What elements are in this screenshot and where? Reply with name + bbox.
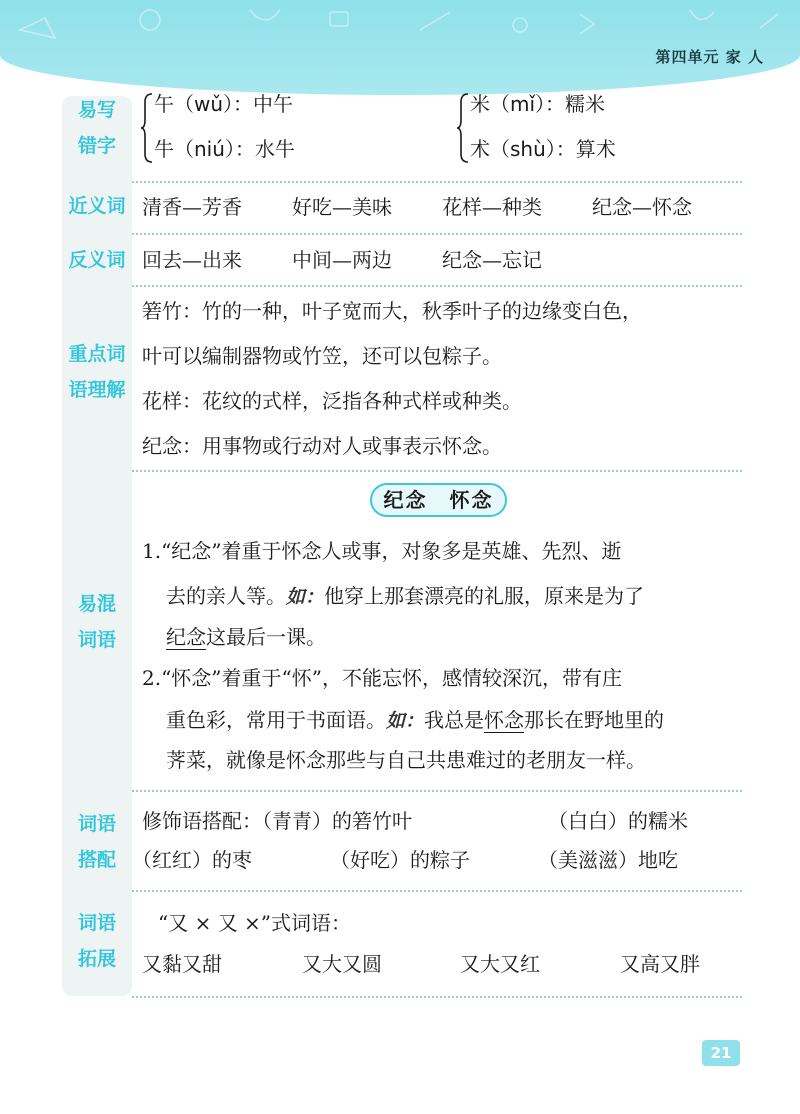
typo-char: 术 [470,137,490,161]
extension-item: 又大又红 [460,952,540,976]
synonym-pair: 清香—芳香 [142,195,242,219]
typo-pinyin: shù [510,137,546,161]
underlined-word: 怀念 [484,708,525,732]
explanation-line: 荠菜，就像是怀念那些与自己共患难过的老朋友一样。 [166,748,646,772]
explanation-text: 重色彩，常用于书面语。 [166,708,386,732]
category-label: 重点词 [68,343,126,365]
category-synonyms [62,188,132,224]
collocation-item: （好吃）的粽子 [330,848,470,872]
row-divider [132,996,742,998]
collocation-item: （美滋滋）地吃 [538,848,678,872]
typo-char: 米 [470,92,490,116]
example-sentence: 他穿上那套漂亮的礼服，原来是为了 [324,584,645,608]
extension-item: 又高又胖 [620,952,700,976]
category-confusing [62,586,132,658]
synonym-pair: 花样—种类 [442,195,542,219]
page-number: 21 [702,1040,740,1066]
typo-entry: 午（wǔ）：中午 [154,92,294,116]
category-antonyms [62,242,132,278]
category-collocation [62,806,132,878]
typo-char: 牛 [154,137,174,161]
collocation-entry [142,806,412,836]
collocation-item: （白白）的糯米 [548,809,688,833]
example-label: 如： [386,710,425,732]
antonym-pair: 纪念—忘记 [442,248,542,272]
category-typo [62,92,132,164]
collocation-label: 修饰语搭配： [142,809,262,833]
row-divider [132,181,742,183]
category-label: 词语 [77,629,116,651]
explanation-line: 1.“纪念”着重于怀念人或事，对象多是英雄、先烈、逝 [142,539,622,563]
extension-item: 又黏又甜 [142,952,222,976]
category-label: 搭配 [77,849,116,871]
synonym-pair: 好吃—美味 [292,195,392,219]
left-brace [140,92,154,164]
category-label: 拓展 [77,948,116,970]
definition-line: 花样：花纹的式样，泛指各种式样或种类。 [142,389,522,413]
typo-pinyin: niú [194,137,225,161]
category-label: 易混 [77,593,116,615]
synonym-pair: 纪念—怀念 [592,195,692,219]
typo-entry: 米（mǐ）：糯米 [470,92,606,116]
explanation-line [166,581,644,612]
typo-entry: 术（shù）：算术 [470,137,616,161]
example-sentence: 这最后一课。 [206,625,326,649]
row-divider [132,890,742,892]
category-label: 反义词 [68,249,126,271]
category-label: 易写 [77,99,116,121]
category-key-words [62,336,132,408]
category-extension [62,905,132,977]
category-label: 词语 [77,912,116,934]
definition-line: 箬竹：竹的一种，叶子宽而大，秋季叶子的边缘变白色， [142,299,642,323]
typo-word: 中午 [253,92,294,116]
antonym-pair: 回去—出来 [142,248,242,272]
category-label: 词语 [77,813,116,835]
unit-title: 第四单元 家 人 [655,48,764,66]
typo-entry: 牛（niú）：水牛 [154,137,295,161]
explanation-line [166,705,664,736]
explanation-line: 2.“怀念”着重于“怀”，不能忘怀，感情较深沉，带有庄 [142,666,622,690]
example-label: 如： [286,586,325,608]
category-label: 错字 [77,135,116,157]
typo-char: 午 [154,92,174,116]
extension-label: “又 × 又 ×”式词语： [158,911,352,935]
row-divider [132,285,742,287]
typo-word: 算术 [575,137,616,161]
antonym-pair: 中间—两边 [292,248,392,272]
comparison-title-bubble: 纪念 怀念 [370,483,507,517]
row-divider [132,470,742,472]
right-brace [456,92,470,164]
category-label: 近义词 [68,195,126,217]
typo-pinyin: wǔ [194,92,224,116]
definition-line: 叶可以编制器物或竹笠，还可以包粽子。 [142,344,502,368]
row-divider [132,233,742,235]
extension-item: 又大又圆 [302,952,382,976]
definition-line: 纪念：用事物或行动对人或事表示怀念。 [142,434,502,458]
typo-pinyin: mǐ [510,92,536,116]
collocation-item: （青青）的箬竹叶 [262,809,412,833]
typo-word: 水牛 [254,137,295,161]
explanation-line [166,622,326,652]
example-sentence: 那长在野地里的 [524,708,665,732]
row-divider [132,790,742,792]
explanation-text: 去的亲人等。 [166,584,286,608]
underlined-word: 纪念 [166,625,206,649]
collocation-item: （红红）的枣 [132,848,252,872]
typo-word: 糯米 [565,92,606,116]
example-sentence: 我总是 [424,708,485,732]
category-label: 语理解 [68,379,126,401]
